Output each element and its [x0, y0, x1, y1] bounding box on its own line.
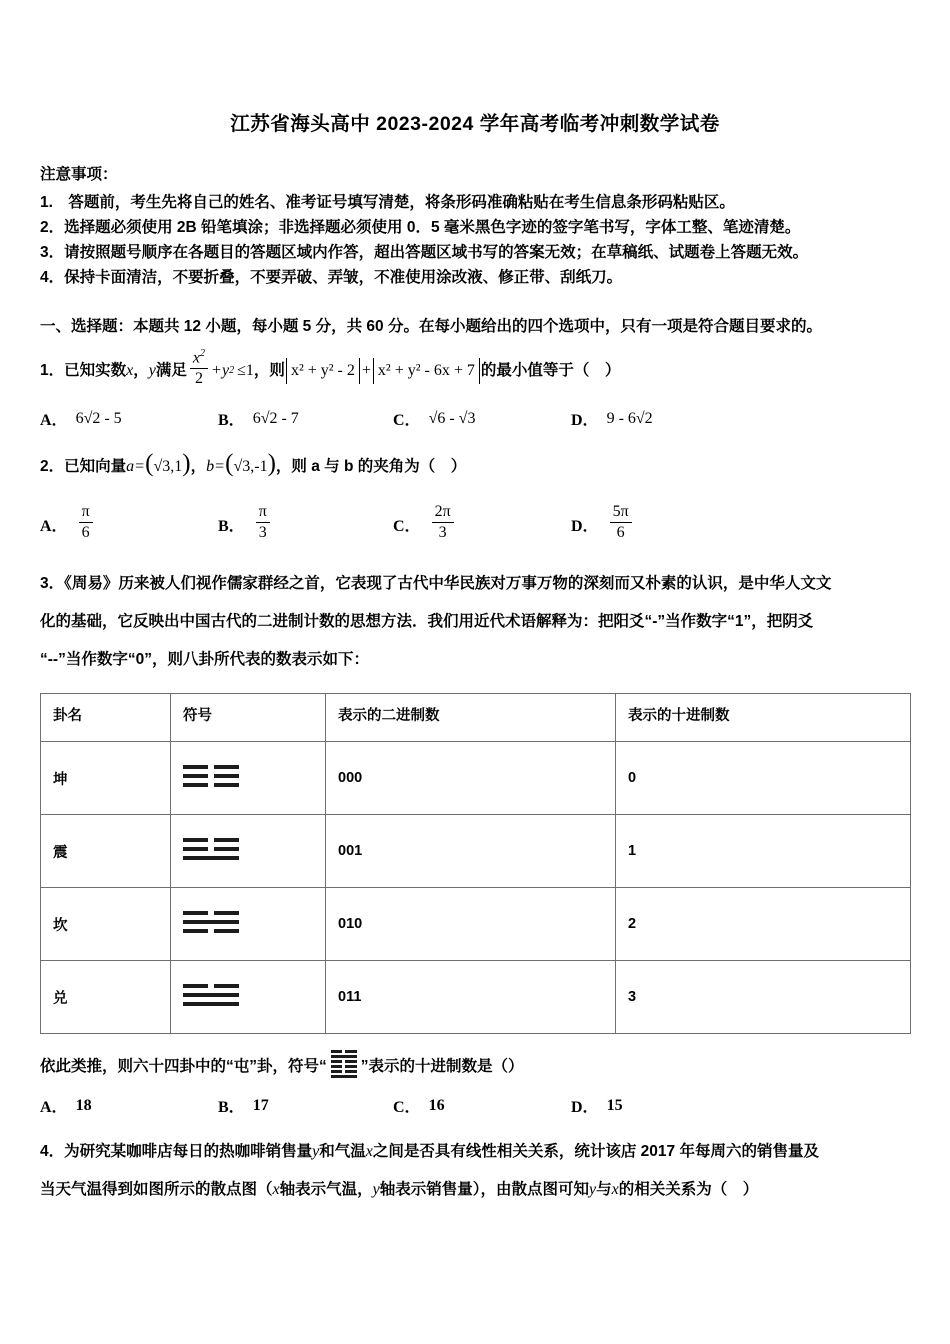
question-1-y-exponent: 2 [229, 365, 235, 377]
question-4-text-2c: 轴表示销售量），由散点图可知 [379, 1181, 590, 1199]
column-header-binary: 表示的二进制数 [326, 694, 616, 742]
question-2-equals-1: = [135, 458, 145, 476]
cell-decimal: 0 [616, 742, 911, 815]
note-item-4: 4．保持卡面清洁，不要折叠，不要弄破、弄皱，不准使用涂改液、修正带、刮纸刀。 [40, 269, 623, 286]
option-value: 15 [606, 1096, 623, 1114]
option-numerator: π [79, 502, 93, 523]
option-label: D． [571, 518, 599, 536]
question-2-option-b[interactable] [218, 504, 393, 545]
question-2-equals-2: = [215, 458, 225, 476]
option-denominator: 3 [438, 524, 447, 542]
option-denominator: 3 [258, 524, 267, 542]
option-label: A． [40, 518, 68, 536]
question-4-text-1a: 为研究某咖啡店每日的热咖啡销售量 [64, 1143, 313, 1161]
question-3-after-table-pre: 依此类推，则六十四卦中的“屯”卦，符号“ [40, 1058, 327, 1076]
fraction-numerator: x [192, 349, 200, 367]
cell-binary: 011 [326, 961, 616, 1034]
question-1-options [40, 407, 910, 430]
option-label: D． [571, 1099, 599, 1117]
question-4-text-1b: 和气温 [319, 1143, 366, 1161]
question-4-var-y-2: y [372, 1181, 380, 1199]
question-4-var-y-1: y [312, 1143, 320, 1161]
cell-gua-name: 坤 [41, 742, 171, 815]
option-label: B． [218, 518, 245, 536]
question-4-text-1c: 之间是否具有线性相关关系，统计该店 2017 年每周六的销售量及 [372, 1143, 819, 1161]
option-value: 6√2 - 7 [252, 409, 299, 427]
note-item-3: 3．请按照题号顺序在各题目的答题区域内作答，超出答题区域书写的答案无效；在草稿纸、试题卷上答题无效。 [40, 244, 809, 261]
question-1-var-x: x [126, 361, 134, 379]
option-value: 18 [75, 1096, 92, 1114]
note-item-1: 1. 答题前，考生先将自己的姓名、准考证号填写清楚，将条形码准确粘贴在考生信息条形码粘贴区。 [40, 194, 735, 211]
trigram-symbol-zhen [183, 838, 239, 860]
question-2-vector-b: b [206, 458, 215, 476]
option-label: C． [393, 518, 421, 536]
question-2-paren-open-2: ( [225, 450, 234, 478]
question-4-number: 4． [40, 1143, 65, 1161]
trigram-table [40, 693, 911, 1034]
question-2-vector-b-body: √3,-1 [233, 458, 268, 476]
question-3-options [40, 1094, 910, 1117]
notes-heading: 注意事项： [40, 166, 118, 183]
option-numerator: 2π [432, 502, 454, 523]
question-4-var-x-2: x [272, 1181, 280, 1199]
trigram-symbol-dui [183, 984, 239, 1006]
question-1-option-d[interactable] [571, 407, 746, 430]
question-3-paragraph-1 [40, 565, 910, 603]
table-row [41, 888, 911, 961]
question-2-paren-close-2: ) [267, 450, 276, 478]
question-1-abs-expr-2: x² + y² - 6x + 7 [373, 358, 480, 384]
section-heading-multiple-choice: 一、选择题：本题共 12 小题，每小题 5 分，共 60 分。在每小题给出的四个选项中，只有一项是符合题目要求的。 [40, 318, 822, 335]
page-title: 江苏省海头高中 2023-2024 学年高考临考冲刺数学试卷 [230, 113, 720, 135]
question-2-option-d[interactable] [571, 504, 746, 545]
question-4-line-1 [40, 1133, 910, 1171]
trigram-symbol-kun [183, 765, 239, 787]
question-4-text-2b: 轴表示气温， [279, 1181, 373, 1199]
cell-binary: 010 [326, 888, 616, 961]
fraction-numerator-exponent: 2 [200, 348, 205, 359]
question-3-paragraph-3: “--”当作数字“0”，则八卦所代表的数表示如下： [40, 651, 369, 669]
cell-gua-symbol [171, 742, 326, 815]
question-2-lead: 已知向量 [64, 458, 127, 476]
question-4-var-y-3: y [589, 1181, 597, 1199]
option-value-fraction [256, 502, 270, 543]
question-3-option-d[interactable] [571, 1094, 746, 1117]
table-row [41, 742, 911, 815]
question-1-plus: + [212, 361, 222, 379]
option-numerator: 5π [610, 502, 632, 523]
option-label: C． [393, 412, 421, 430]
question-1-option-c[interactable] [393, 407, 571, 430]
option-value-fraction [79, 502, 93, 543]
question-1-plus-2: + [361, 361, 371, 379]
option-label: D． [571, 412, 599, 430]
table-row [41, 815, 911, 888]
option-value: 17 [252, 1096, 269, 1114]
question-3-after-table-post: ”表示的十进制数是（） [360, 1058, 524, 1076]
hexagram-symbol-zhun [331, 1050, 357, 1080]
option-label: A． [40, 1099, 68, 1117]
question-1 [40, 350, 910, 430]
cell-binary: 000 [326, 742, 616, 815]
column-header-decimal: 表示的十进制数 [616, 694, 911, 742]
question-1-abs-expr-1: x² + y² - 2 [286, 358, 360, 384]
cell-decimal: 1 [616, 815, 911, 888]
question-1-tail: 的最小值等于（ ） [480, 361, 621, 379]
question-4-var-x-1: x [365, 1143, 373, 1161]
question-2-paren-close-1: ) [182, 450, 191, 478]
question-4-var-x-3: x [611, 1181, 619, 1199]
cell-gua-name: 兑 [41, 961, 171, 1034]
question-2-number: 2． [40, 458, 65, 476]
trigram-table-body [41, 742, 911, 1034]
table-header-row [41, 694, 911, 742]
column-header-symbol: 符号 [171, 694, 326, 742]
cell-binary: 001 [326, 815, 616, 888]
question-3-option-a[interactable] [40, 1094, 218, 1117]
question-3-hexagram-line [40, 1050, 910, 1080]
cell-gua-name: 震 [41, 815, 171, 888]
cell-gua-symbol [171, 888, 326, 961]
question-2 [40, 448, 910, 545]
question-3 [40, 565, 910, 1117]
question-2-vector-a-body: √3,1 [153, 458, 183, 476]
trigram-symbol-kan [183, 911, 239, 933]
question-1-then: ，则 [253, 361, 285, 379]
column-header-name: 卦名 [41, 694, 171, 742]
question-3-number: 3． [40, 575, 65, 593]
question-3-option-c[interactable] [393, 1094, 571, 1117]
note-item-2: 2．选择题必须使用 2B 铅笔填涂；非选择题必须使用 0．5 毫米黑色字迹的签字笔书写，字体工整、笔迹清楚。 [40, 219, 801, 236]
option-value-fraction [432, 502, 454, 543]
question-1-fraction [190, 348, 208, 389]
question-2-separator: ， [190, 458, 207, 476]
question-2-paren-open-1: ( [145, 450, 154, 478]
cell-gua-name: 坎 [41, 888, 171, 961]
question-1-stem [40, 350, 910, 391]
option-numerator: π [256, 502, 270, 523]
option-value: √6 - √3 [428, 409, 476, 427]
question-1-var-y: y [148, 361, 156, 379]
question-1-le-one: ≤1 [237, 361, 254, 379]
option-value-fraction [610, 502, 632, 543]
option-label: B． [218, 1099, 245, 1117]
table-row [41, 961, 911, 1034]
option-denominator: 6 [81, 524, 90, 542]
question-4 [40, 1133, 910, 1209]
option-value: 6√2 - 5 [75, 409, 122, 427]
question-4-text-2d: 与 [596, 1181, 612, 1199]
question-4-line-2 [40, 1171, 910, 1209]
cell-decimal: 2 [616, 888, 911, 961]
option-value: 9 - 6√2 [606, 409, 653, 427]
question-2-option-c[interactable] [393, 504, 571, 545]
option-denominator: 6 [616, 524, 625, 542]
option-value: 16 [428, 1096, 445, 1114]
question-3-text-1: 《周易》历来被人们视作儒家群经之首，它表现了古代中华民族对万事万物的深刻而又朴素的认识，是中华人文文 [64, 575, 832, 593]
question-4-text-2e: 的相关关系为（ ） [618, 1181, 759, 1199]
question-2-vector-a: a [126, 458, 135, 476]
option-label: A． [40, 412, 68, 430]
option-label: B． [218, 412, 245, 430]
question-2-options [40, 504, 910, 545]
question-3-paragraph-2: 化的基础，它反映出中国古代的二进制计数的思想方法．我们用近代术语解释为：把阳爻“-”当作数字“1”，把阴爻 [40, 613, 814, 631]
question-1-number: 1． [40, 361, 65, 379]
cell-gua-symbol [171, 961, 326, 1034]
question-2-option-a[interactable] [40, 504, 218, 545]
question-4-text-2a: 当天气温得到如图所示的散点图（ [40, 1181, 273, 1199]
question-1-mid: 满足 [155, 361, 187, 379]
notes-section [40, 162, 910, 290]
cell-decimal: 3 [616, 961, 911, 1034]
question-2-stem [40, 448, 910, 486]
question-3-option-b[interactable] [218, 1094, 393, 1117]
question-1-option-a[interactable] [40, 407, 218, 430]
question-1-y-symbol: y [222, 361, 230, 379]
question-2-tail: ，则 a 与 b 的夹角为（ ） [275, 458, 467, 476]
question-1-lead: 已知实数 [64, 361, 127, 379]
fraction-denominator: 2 [194, 370, 203, 388]
question-1-comma: ， [133, 361, 149, 379]
question-1-option-b[interactable] [218, 407, 393, 430]
option-label: C． [393, 1099, 421, 1117]
cell-gua-symbol [171, 815, 326, 888]
